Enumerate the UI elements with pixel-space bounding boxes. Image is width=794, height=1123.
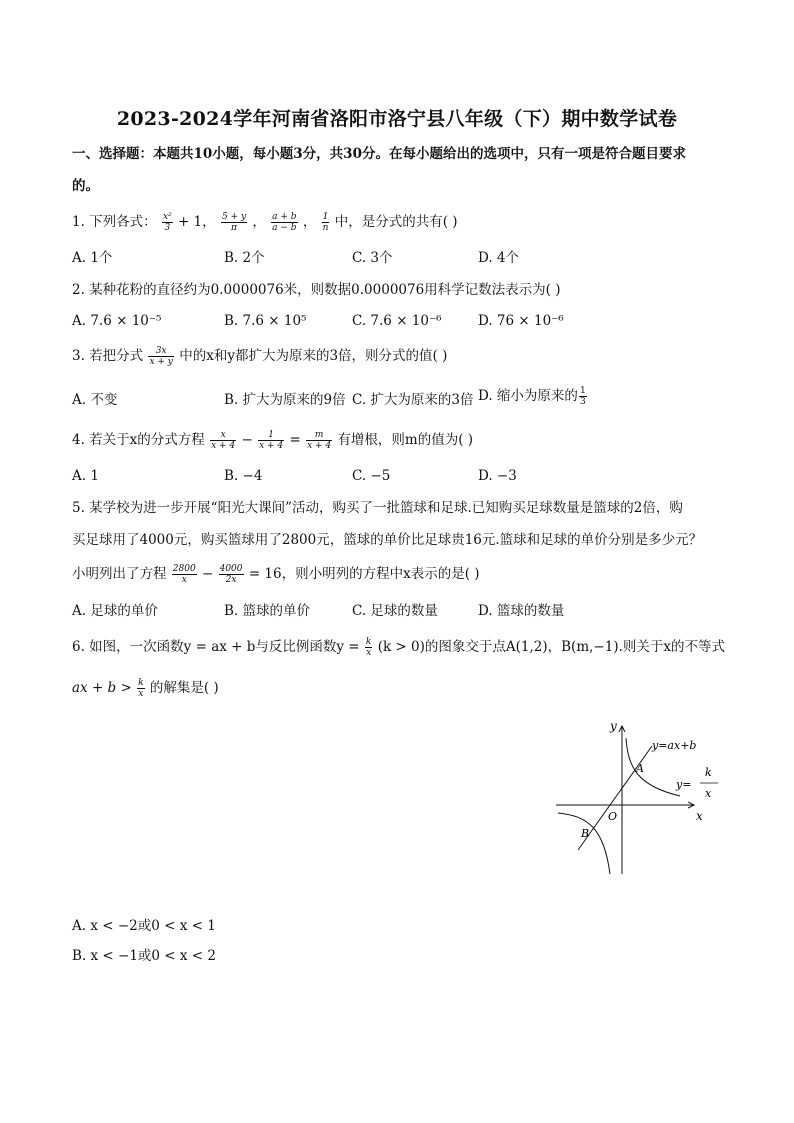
- q5-option-c[interactable]: C. 足球的数量: [352, 603, 438, 619]
- section-heading-line2: 的。: [72, 178, 99, 194]
- q5-fraction-2: $\frac{4000}{2x}$: [219, 564, 243, 585]
- q1-option-c[interactable]: C. 3个: [352, 250, 393, 266]
- q5-option-a[interactable]: A. 足球的单价: [72, 603, 158, 619]
- q6-fraction-2: $\frac{k}{x}$: [138, 678, 144, 699]
- q1-option-d[interactable]: D. 4个: [478, 250, 520, 266]
- point-b-label: B: [581, 827, 590, 840]
- hyperbola-branch-2: [558, 813, 610, 874]
- q5-fraction-1: $\frac{2800}{x}$: [172, 564, 196, 585]
- q1-suffix: 中，是分式的共有( ): [334, 214, 458, 230]
- q1-sep-2: ，: [252, 214, 266, 230]
- point-a-label: A: [636, 762, 644, 775]
- question-3: [72, 346, 447, 367]
- q5-option-b[interactable]: B. 篮球的单价: [224, 603, 311, 619]
- q3-suffix: 中的x和y都扩大为原来的3倍，则分式的值( ): [179, 348, 448, 364]
- q6-line2-prefix: ax + b >: [72, 680, 132, 696]
- q4-option-b[interactable]: B. −4: [224, 468, 263, 484]
- question-4: [72, 430, 473, 451]
- q6-option-b[interactable]: B. x < −1或0 < x < 2: [72, 948, 216, 964]
- q4-equals: =: [289, 432, 301, 448]
- q6-line1-suffix: (k > 0)的图象交于点A(1,2)，B(m,−1).则关于x的不等式: [377, 639, 725, 655]
- q6-option-a[interactable]: A. x < −2或0 < x < 1: [72, 918, 216, 934]
- question-1: [72, 212, 458, 233]
- q1-fraction-3: $\frac{a + b}{a - b}$: [272, 212, 297, 233]
- q3-option-d-label: D. 缩小为原来的: [478, 388, 578, 404]
- q2-option-b[interactable]: B. 7.6 × 10⁵: [224, 313, 307, 329]
- q4-fraction-3: $\frac{m}{x + 4}$: [307, 430, 332, 451]
- q6-fraction-1: $\frac{k}{x}$: [365, 637, 372, 658]
- q4-suffix: 有增根，则m的值为( ): [337, 432, 474, 448]
- hyperbola-label-num: k: [705, 766, 712, 779]
- x-axis-label: x: [696, 809, 703, 823]
- q4-option-d[interactable]: D. −3: [478, 468, 517, 484]
- q4-prefix: 4. 若关于x的分式方程: [72, 432, 205, 448]
- question-6-line1: [72, 637, 725, 658]
- q3-option-d-fraction: $\frac{1}{3}$: [579, 386, 586, 407]
- q3-prefix: 3. 若把分式: [72, 348, 144, 364]
- q1-fraction-1: $\frac{\text{x²}}{3}$: [162, 212, 172, 233]
- q1-option-a[interactable]: A. 1个: [72, 250, 113, 266]
- q5-minus: −: [202, 566, 214, 582]
- q1-prefix: 1. 下列各式：: [72, 214, 157, 230]
- q3-option-d[interactable]: [478, 386, 588, 407]
- q3-option-c[interactable]: C. 扩大为原来的3倍: [352, 392, 474, 408]
- q5-line3-suffix: = 16，则小明列的方程中x表示的是( ): [248, 566, 480, 582]
- question-6-line2: [72, 678, 219, 699]
- q1-option-b[interactable]: B. 2个: [224, 250, 265, 266]
- q5-line3-prefix: 小明列出了方程: [72, 566, 167, 582]
- linear-function-label: y=ax+b: [652, 739, 697, 752]
- question-2: 2. 某种花粉的直径约为0.0000076米，则数据0.0000076用科学记数法表示为( ): [72, 282, 561, 298]
- q5-option-d[interactable]: D. 篮球的数量: [478, 603, 565, 619]
- q3-option-a[interactable]: A. 不变: [72, 392, 118, 408]
- origin-label: O: [608, 810, 618, 823]
- q1-fraction-1-tail: + 1，: [177, 214, 216, 230]
- q2-option-a[interactable]: A. 7.6 × 10⁻⁵: [72, 313, 162, 329]
- y-axis-label: y: [610, 719, 617, 733]
- q6-line2-suffix: 的解集是( ): [149, 680, 219, 696]
- q4-fraction-1: $\frac{x}{x + 4}$: [211, 430, 236, 451]
- page-title: 2023-2024学年河南省洛阳市洛宁县八年级（下）期中数学试卷: [116, 108, 678, 130]
- q3-fraction: $\frac{3x}{x + y}$: [149, 346, 173, 367]
- section-heading-line1: 一、选择题：本题共10小题，每小题3分，共30分。在每小题给出的选项中，只有一项是符合题目要求: [72, 146, 686, 162]
- q3-option-b[interactable]: B. 扩大为原来的9倍: [224, 392, 346, 408]
- q1-fraction-4: $\frac{1}{n}$: [322, 212, 329, 233]
- q2-option-c[interactable]: C. 7.6 × 10⁻⁶: [352, 313, 442, 329]
- q1-fraction-2: $\frac{5 + y}{\pi}$: [221, 212, 247, 233]
- q6-line1-prefix: 6. 如图，一次函数y = ax + b与反比例函数y =: [72, 639, 360, 655]
- hyperbola-label-prefix: y=: [676, 778, 692, 791]
- q4-fraction-2: $\frac{1}{x + 4}$: [259, 430, 284, 451]
- q1-sep-3: ，: [302, 214, 317, 230]
- question-5-line3: [72, 564, 480, 585]
- hyperbola-label-den: x: [705, 787, 712, 800]
- q4-option-a[interactable]: A. 1: [72, 468, 99, 484]
- q4-minus: −: [241, 432, 253, 448]
- q4-option-c[interactable]: C. −5: [352, 468, 391, 484]
- q2-option-d[interactable]: D. 76 × 10⁻⁶: [478, 313, 564, 329]
- function-graph: [548, 716, 724, 878]
- question-5-line2: 买足球用了4000元，购买篮球用了2800元，篮球的单价比足球贵16元.篮球和足球的单价分别是多少元？: [72, 532, 703, 548]
- question-5-line1: 5. 某学校为进一步开展“阳光大课间”活动，购买了一批篮球和足球.已知购买足球数量是篮球的2倍，购: [72, 500, 683, 516]
